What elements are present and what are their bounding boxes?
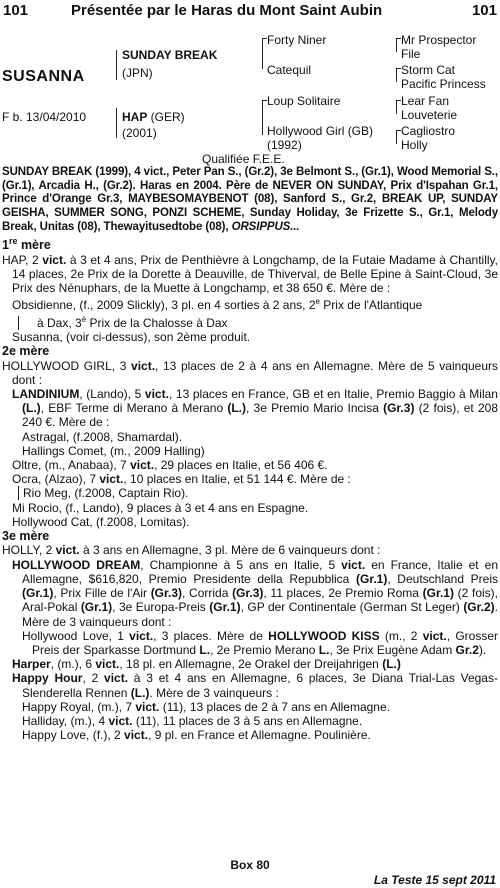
produce-mi-rocio: Mi Rocio, (f., Lando), 9 places à 3 et 4 ans en Espagne. [12,500,309,515]
produce-landinium: LANDINIUM, (Lando), 5 vict., 13 places en France, GB et en Italie, Premio Baggio à Milan (L.), EBF Terme di Merano à Merano (L.), 3e Premio Mario Incisa (Gr.3) (2 fois), et 208 240 €. Mère de : [12,386,498,430]
produce-rio-meg: Rio Meg, (f.2008, Captain Rio). [2,486,498,500]
dam-name: HAP [122,110,148,124]
produce-hollywood-love: Hollywood Love, 1 vict., 3 places. Mère de HOLLYWOOD KISS (m., 2 vict., Grosser Preis der Sparkasse Dortmund L., 2e Premio Merano L., 3e Prix Eugène Adam Gr.2). [22,628,499,657]
dam-dam-year: (1992) [267,138,302,152]
page-footer [0,858,500,888]
ancestor-6: Louveterie [401,108,458,122]
dam-sire: Loup Solitaire [267,94,341,108]
ancestor-8: Holly [401,138,428,152]
lot-number-left: 101 [3,2,29,19]
produce-obsidienne-cont: à Dax, $3^è$ Prix de la Chalosse à Dax [2,313,498,330]
produce-ocra: Ocra, (Alzao), 7 vict., 10 places en Italie, et 51 144 €. Mère de : [12,472,351,487]
produce-happy-love: Happy Love, (f.), 2 vict., 9 pl. en France et Allemagne. Poulinière. [22,728,371,743]
dam-line [122,110,185,124]
ancestor-1: Mr Prospector [401,33,477,47]
ancestor-7: Cagliostro [401,124,456,138]
qualification: Qualifiée F.E.E. [202,152,285,166]
dam-origin: (GER) [147,110,185,124]
lot-number-right: 101 [471,2,497,19]
produce-susanna: Susanna, (voir ci-dessus), son 2ème produit. [12,329,251,344]
produce-hollywood-cat: Hollywood Cat, (f.2008, Lomitas). [12,514,190,529]
first-dam-heading: 1re mère [2,236,51,253]
pedigree-table [0,30,500,160]
first-dam-record: HAP, 2 vict. à 3 et 4 ans, Prix de Penthièvre à Longchamp, de la Futaie Madame à Chantilly, 14 places, 2e Prix de la Dorette à Deauville, de Thiverval, de Belle Epine à Saint-Cloud, 3e Prix des Nénuphars, de la Muette à Longchamp, et 38 650 €. Mère de : [2,252,498,296]
produce-obsidienne: Obsidienne, (f., 2009 Slickly), 3 pl. en 4 sorties à 2 ans, 2e Prix de l'Atlantique [12,297,423,313]
family-notes [2,152,498,742]
sire-sire: Forty Niner [267,33,327,47]
produce-halliday: Halliday, (m.), 4 vict. (11), 11 places de 3 à 5 ans en Allemagne. [22,713,363,728]
page-header [3,2,497,20]
sire-summary [2,166,498,234]
dam-bracket [116,108,117,138]
produce-happy-hour: Happy Hour, 2 vict. à 3 et 4 ans en Allemagne, 6 places, 3e Diana Trial-Las Vegas-Slenderella Rennen (L.). Mère de 3 vainqueurs : [12,671,498,700]
sale-date: La Teste 15 sept 2011 [373,873,496,887]
second-dam-record: HOLLYWOOD GIRL, 3 vict., 13 places de 2 à 4 ans en Allemagne. Mère de 5 vainqueurs dont : [2,358,499,387]
ancestor-2: File [401,47,421,61]
consignor-title: Présentée par le Haras du Mont Saint Aubin [71,2,383,19]
produce-harper: Harper, (m.), 6 vict., 18 pl. en Allemagne, 2e Orakel der Dreijahrigen (L.) [12,657,401,672]
horse-name: SUSANNA [2,68,85,85]
produce-oltre: Oltre, (m., Anabaa), 7 vict., 29 places en Italie, et 56 406 €. [12,457,328,472]
produce-happy-royal: Happy Royal, (m.), 7 vict. (11), 13 places de 2 à 7 ans en Allemagne. [22,699,390,714]
sire-summary-last: ORSIPPUS... [231,220,300,233]
sire-bracket [116,50,117,80]
produce-astragal: Astragal, (f.2008, Shamardal). [22,429,183,444]
third-dam-record: HOLLY, 2 vict. à 3 ans en Allemagne, 3 pl. Mère de 6 vainqueurs dont : [2,543,381,558]
dam-year: (2001) [122,126,157,140]
produce-hollywood-dream: HOLLYWOOD DREAM, Championne à 5 ans en Italie, 5 vict. en France, Italie et en Allemagne, $616,820, Premio Presidente della Repubblica (Gr.1), Deutschland Preis (Gr.1), Prix Fille de l'Air (Gr.3), Corrida (Gr.3), 11 places, 2e Premio Roma (Gr.1) (2 fois), Aral-Pokal (Gr.1), 3e Europa-Preis (Gr.1), GP der Continentale (German St Leger) (Gr.2). Mère de 3 vainqueurs dont : [12,557,499,629]
sire-summary-text: SUNDAY BREAK (1999), 4 vict., Peter Pan S., (Gr.2), 3e Belmont S., (Gr.1), Wood Memorial S., (Gr.1), Arcadia H., (Gr.2). Haras en 2004. Père de NEVER ON SUNDAY, Prix d'Ispahan Gr.1, Prince d'Orange Gr.3, MAYBESOMAYBENOT (08), Sanford S., Gr.2, BREAK UP, SUNDAY GEISHA, SUMMER SONG, PONZI SCHEME, Sunday Holiday, 3e Frizette S., Gr.1, Melody Break, Unitas (08), Thewayitusedtobe (08), [2,166,498,233]
third-dam-heading: 3e mère [2,528,50,543]
sire-origin: (JPN) [122,66,153,80]
ancestor-5: Lear Fan [401,94,450,108]
horse-info: F b. 13/04/2010 [2,110,87,124]
sire-dam: Catequil [267,63,312,77]
sire-name: SUNDAY BREAK [122,48,218,62]
box-number: Box 80 [230,858,270,872]
second-dam-heading: 2e mère [2,344,50,359]
ancestor-3: Storm Cat [401,63,456,77]
ancestor-4: Pacific Princess [401,77,486,91]
produce-hallings-comet: Hallings Comet, (m., 2009 Halling) [22,443,205,458]
dam-dam: Hollywood Girl (GB) [267,124,374,138]
